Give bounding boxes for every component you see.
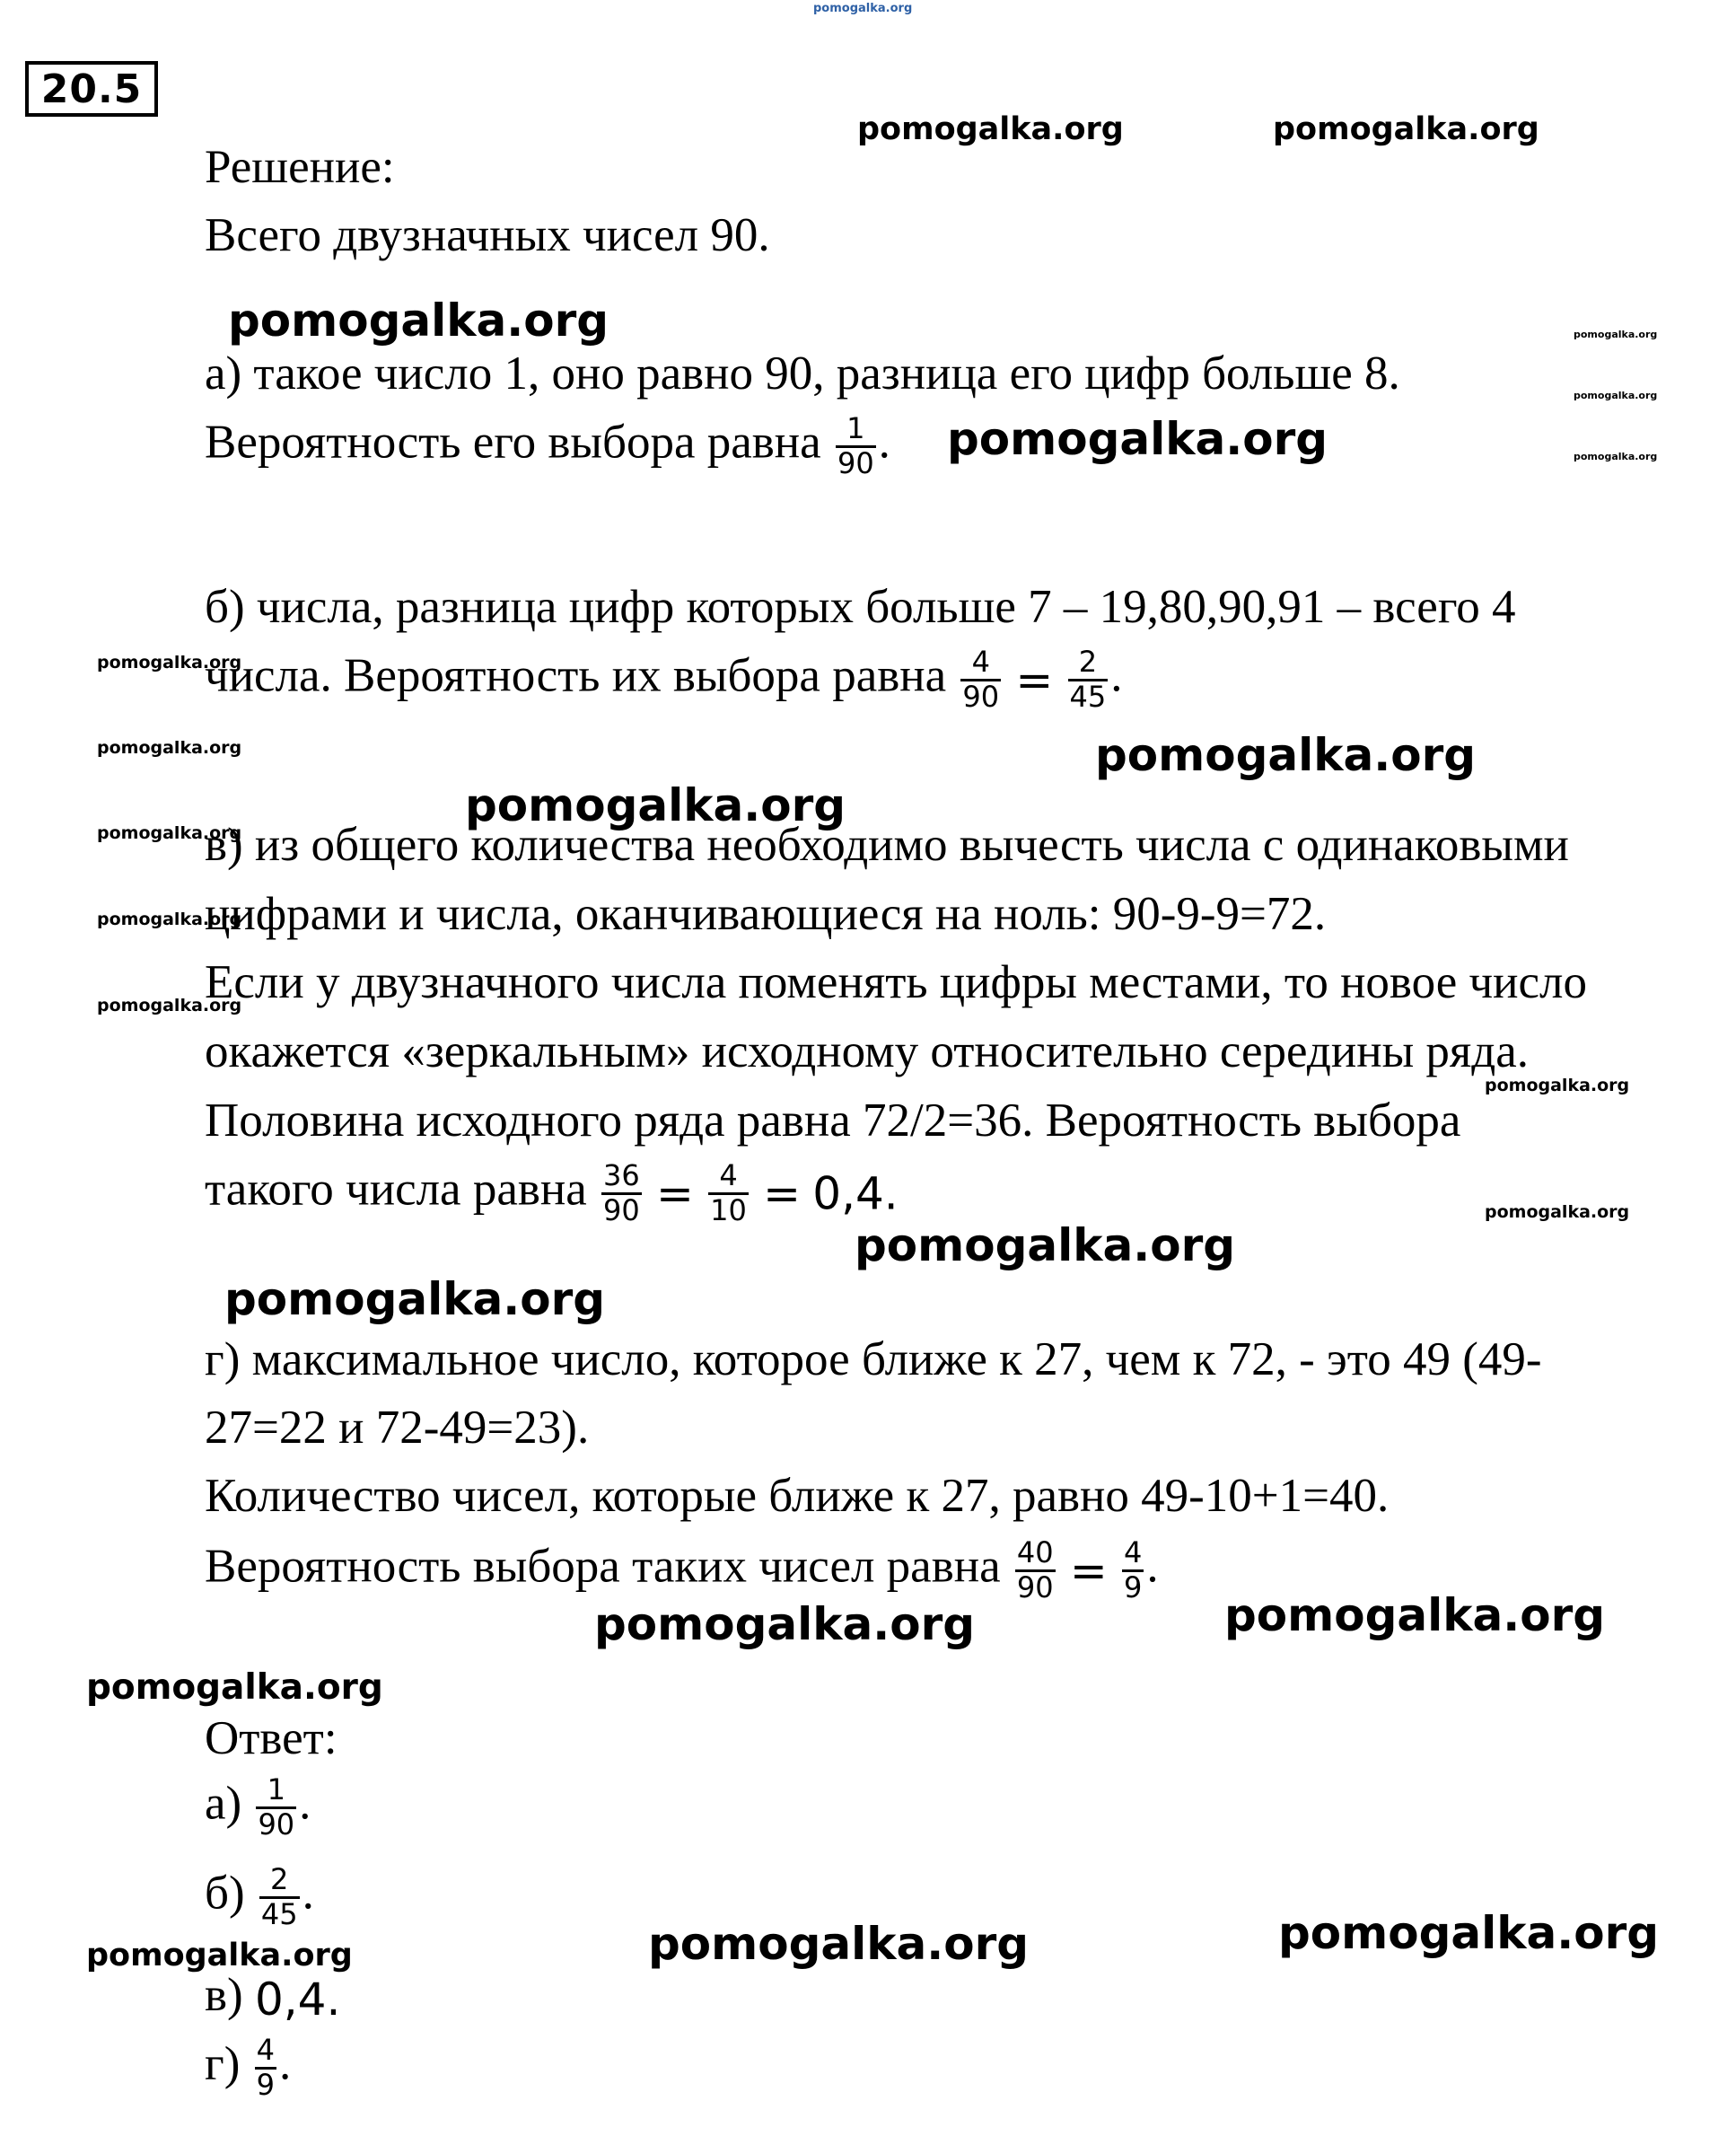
watermark-top: pomogalka.org — [813, 2, 913, 15]
answer-label: Ответ: — [205, 1712, 338, 1764]
part-v-line5: Половина исходного ряда равна 72/2=36. Вероятность выбора — [205, 1094, 1461, 1147]
denominator: 90 — [962, 679, 1000, 714]
fraction-4-90 — [960, 646, 1001, 714]
answer-a — [205, 1774, 311, 1842]
watermark: pomogalka.org — [1278, 1907, 1660, 1959]
part-v-text: такого числа равна — [205, 1163, 587, 1216]
denominator: 9 — [256, 2067, 275, 2102]
watermark-small: pomogalka.org — [1574, 329, 1658, 340]
part-g-line4 — [205, 1537, 1159, 1604]
denominator: 90 — [258, 1806, 295, 1842]
fraction-40-90 — [1015, 1537, 1056, 1604]
watermark: pomogalka.org — [228, 294, 609, 347]
part-g-line1: г) максимальное число, которое ближе к 27, чем к 72, - это 49 (49- — [205, 1333, 1542, 1385]
watermark-side: pomogalka.org — [97, 823, 242, 843]
part-v-line1: в) из общего количества необходимо вычесть числа с одинаковыми — [205, 819, 1569, 871]
numerator: 2 — [259, 1864, 300, 1899]
fraction-2-45 — [1068, 646, 1109, 714]
total-statement: Всего двузначных чисел 90. — [205, 209, 770, 261]
fraction-4-10 — [708, 1160, 749, 1227]
fraction-1-90 — [256, 1774, 296, 1842]
watermark: pomogalka.org — [1273, 111, 1539, 147]
part-a-line1: а) такое число 1, оно равно 90, разница его цифр больше 8. — [205, 347, 1400, 400]
part-g-line3: Количество чисел, которые ближе к 27, равно 49-10+1=40. — [205, 1470, 1390, 1522]
denominator: 9 — [1124, 1569, 1143, 1604]
denominator: 10 — [710, 1192, 747, 1227]
fraction-4-9 — [255, 2035, 276, 2102]
period: . — [279, 2037, 292, 2090]
watermark: pomogalka.org — [857, 111, 1124, 147]
watermark-side: pomogalka.org — [97, 738, 242, 758]
watermark: pomogalka.org — [1095, 729, 1477, 781]
part-b-line1: б) числа, разница цифр которых больше 7 – 19,80,90,91 – всего 4 — [205, 581, 1516, 633]
part-b-text: числа. Вероятность их выбора равна — [205, 649, 947, 702]
part-v-line2: цифрами и числа, оканчивающиеся на ноль: 90-9-9=72. — [205, 888, 1327, 940]
numerator: 4 — [708, 1160, 749, 1195]
result-value: 0,4. — [812, 1167, 899, 1220]
watermark-side: pomogalka.org — [1485, 1202, 1630, 1222]
answer-g-prefix: г) — [205, 2037, 241, 2090]
period: . — [1110, 649, 1123, 702]
fraction-2-45 — [259, 1864, 300, 1931]
period: . — [1146, 1540, 1159, 1593]
part-g-text: Вероятность выбора таких чисел равна — [205, 1540, 1001, 1593]
part-v-line4: окажется «зеркальным» исходному относительно середины ряда. — [205, 1025, 1530, 1077]
answer-v-prefix: в) — [205, 1969, 243, 2021]
watermark: pomogalka.org — [465, 779, 846, 831]
answer-v-value: 0,4. — [254, 1973, 341, 2026]
watermark-side: pomogalka.org — [97, 653, 242, 672]
watermark: pomogalka.org — [224, 1273, 606, 1325]
watermark: pomogalka.org — [648, 1918, 1030, 1970]
answer-b — [205, 1864, 314, 1931]
denominator: 45 — [1069, 679, 1107, 714]
denominator: 90 — [837, 445, 874, 480]
period: . — [302, 1867, 314, 1920]
fraction-1-90 — [836, 413, 876, 480]
numerator: 40 — [1015, 1537, 1056, 1572]
numerator: 2 — [1068, 646, 1109, 681]
watermark-small: pomogalka.org — [1574, 390, 1658, 401]
numerator: 4 — [1122, 1537, 1144, 1572]
watermark-side: pomogalka.org — [1485, 1076, 1630, 1095]
watermark: pomogalka.org — [947, 413, 1328, 465]
watermark-side: pomogalka.org — [97, 910, 242, 929]
equals-sign: = — [655, 1167, 694, 1220]
answer-v — [205, 1969, 341, 2026]
denominator: 90 — [1016, 1569, 1054, 1604]
equals-sign: = — [1069, 1544, 1108, 1597]
numerator: 36 — [601, 1160, 642, 1195]
numerator: 1 — [836, 413, 876, 448]
fraction-36-90 — [601, 1160, 642, 1227]
equals-sign: = — [763, 1167, 802, 1220]
period: . — [299, 1777, 311, 1830]
equals-sign: = — [1015, 654, 1054, 707]
watermark-side: pomogalka.org — [97, 996, 242, 1015]
answer-g — [205, 2035, 291, 2102]
answer-a-prefix: а) — [205, 1777, 242, 1830]
watermark: pomogalka.org — [86, 1667, 383, 1708]
numerator: 4 — [255, 2035, 276, 2070]
watermark: pomogalka.org — [855, 1219, 1236, 1271]
part-b-line2 — [205, 646, 1122, 714]
answer-b-prefix: б) — [205, 1867, 245, 1920]
numerator: 1 — [256, 1774, 296, 1809]
numerator: 4 — [960, 646, 1001, 681]
denominator: 90 — [603, 1192, 640, 1227]
task-number: 20.5 — [25, 61, 158, 117]
part-v-line6 — [205, 1160, 899, 1227]
period: . — [878, 416, 890, 469]
part-a-line2 — [205, 413, 890, 480]
part-g-line2: 27=22 и 72-49=23). — [205, 1402, 590, 1454]
watermark: pomogalka.org — [1224, 1589, 1606, 1641]
part-a-text: Вероятность его выбора равна — [205, 416, 821, 469]
watermark-small: pomogalka.org — [1574, 451, 1658, 462]
fraction-4-9 — [1122, 1537, 1144, 1604]
watermark: pomogalka.org — [594, 1598, 976, 1650]
denominator: 45 — [260, 1896, 298, 1931]
watermark: pomogalka.org — [86, 1938, 353, 1973]
part-v-line3: Если у двузначного числа поменять цифры местами, то новое число — [205, 956, 1588, 1008]
solution-label: Решение: — [205, 141, 395, 193]
